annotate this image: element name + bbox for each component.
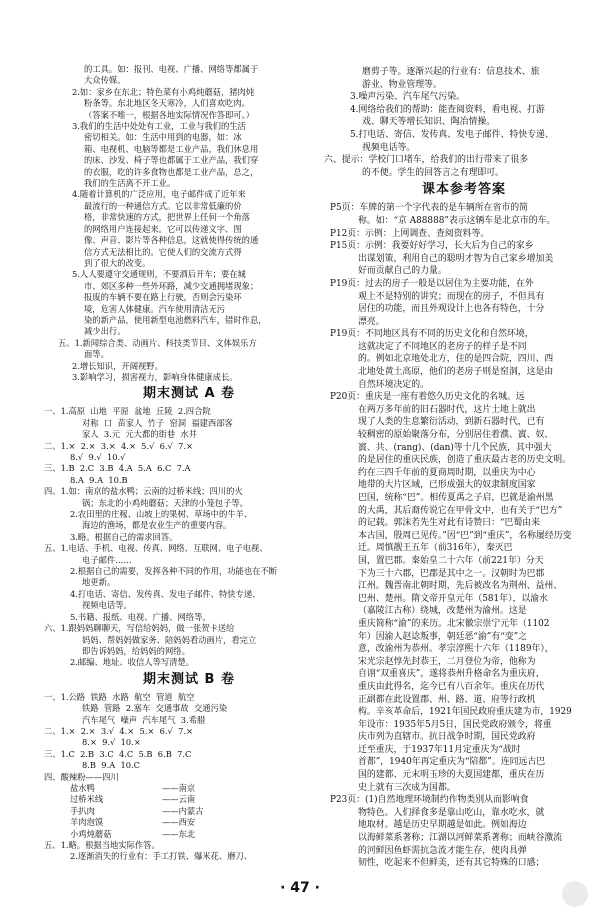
- answer-line: 北地处黄土高原，他们的老房子则是窑洞，这是由: [358, 367, 554, 378]
- answer-line: 4.网络给我们的帮助：能查阅资料，看电视、打游: [350, 104, 545, 115]
- answer-line: 2.邮编、地址、收信人等写清楚。: [70, 657, 195, 668]
- match-pair: [58, 783, 320, 794]
- answer-line: 以海鲜菜系著称；江湖以河鲜菜系著称；而峡谷激流: [358, 833, 563, 844]
- answer-line: 现了人类的生息繁衍活动，到新石器时代，已有: [358, 417, 545, 428]
- answer-line: 视频电话等。: [82, 600, 132, 611]
- answer-line: 的记载。郭沫若先生对此有诗赞曰：“巴蜀由来: [358, 518, 541, 529]
- answer-line: 年设市：1935年5月5日，国民党政府颁令，将重: [358, 719, 552, 730]
- answer-line: 海边的渔场，都是农业生产的重要内容。: [82, 520, 232, 531]
- answer-line: P20页：重庆是一座有着悠久历史文化的名城。远: [330, 392, 525, 403]
- answer-line: 粉条等。东北地区冬天寒冷，人们喜欢吃肉。: [84, 98, 250, 109]
- answer-line: 信方式无法相比的。它使人们的交流方式得: [84, 246, 242, 257]
- answer-line: 4.打电话、寄信、发传真、发电子邮件、特快专递、: [70, 588, 261, 599]
- answer-line: 3.略。根据自己的需求回答。: [70, 531, 178, 542]
- answer-line: 好而贡献自己的力量。: [358, 266, 447, 277]
- answer-line: 最流行的一种通信方式。它以非常低廉的价: [84, 200, 242, 211]
- answer-line: 大众传媒。: [84, 75, 126, 86]
- answer-line: 三、1.B 2.C 3.B 4.A 5.A 6.C 7.A: [44, 463, 191, 474]
- answer-line: 重庆由此得名，迄今已有八百余年。重庆在历代: [358, 681, 545, 692]
- answer-line: 8.× 9.√ 10.×: [82, 737, 141, 748]
- answer-line: （答案不唯一，根据各地实际情况作答即可。）: [84, 109, 255, 120]
- answer-line: P19页：过去的房子一般是以居住为主要功能，在外: [330, 278, 534, 289]
- answer-line: 五、1.电话、手机、电视、传真、网络、互联网、电子电视、: [44, 543, 268, 554]
- answer-line: 迁。周慎靓王五年（前316年），秦灭巴: [358, 543, 513, 554]
- answer-line: 自诩“双重喜庆”，遂将恭州升格命名为重庆府，: [358, 669, 545, 680]
- test-b-title: 期末测试 B 卷: [143, 671, 235, 687]
- answer-line: 锅；东北的小鸡炖蘑菇；天津的小笼包子等。: [82, 497, 248, 508]
- answer-line: 电子邮件……: [82, 554, 132, 565]
- answer-line: 像、声音、影片等各种信息，这就使得传统的通: [84, 235, 259, 246]
- answer-line: 居住的功能，而且外观设计上也各有特色，十分: [358, 304, 545, 315]
- answer-line: 意，改渝州为恭州。孝宗淳熙十六年（1189年），: [358, 644, 554, 655]
- answer-line: 出谋划策，利用自己的聪明才智为自己家乡增加美: [358, 253, 554, 264]
- answer-line: 地更新。: [82, 577, 116, 588]
- answer-line: 磨剪子等。逐渐兴起的行业有：信息技术、旅: [362, 67, 540, 77]
- answer-line: 即告诉妈妈，给妈妈的网络。: [82, 645, 190, 656]
- right-column: [324, 66, 590, 870]
- answer-line: 的网络用户连接起来。它可以传递文字、图: [84, 223, 242, 234]
- region-name: ——内蒙古: [162, 805, 204, 816]
- answer-line: 重庆简称“渝”的来历。北宋徽宗崇宁元年（1102: [358, 618, 550, 629]
- answer-line: P15页：示例：我要好好学习，长大后为自己的家乡: [330, 241, 534, 252]
- answer-line: 在两万多年前的旧石器时代，这片土地上就出: [358, 404, 536, 415]
- answer-line: 2.如：家乡在东北；特色菜有小鸡炖蘑菇，猪肉炖: [72, 86, 255, 97]
- answer-line: 的是居住的重庆民族，创造了重庆最古老的历史文明。: [358, 455, 571, 466]
- answer-line: 2.逐渐消失的行业有：手工打铁、爆米花、磨刀、: [70, 851, 253, 862]
- answer-line: 5.书籍、报纸、电视、广播、网络等。: [70, 611, 211, 622]
- answer-line: 史上就有三次成为国都。: [358, 782, 456, 793]
- answer-line: 较稠密的原始聚落分布，分别居住着濮、賨、奴、: [358, 430, 554, 441]
- textbook-answers-title: 课本参考答案: [421, 182, 506, 198]
- food-name: 羊肉泡馍: [70, 817, 104, 828]
- answer-line: 正副都在此设置郡、州、路、道、府等行政机: [358, 694, 536, 705]
- answer-line: 地取材。越是历史早期越是如此。例如海边: [358, 820, 527, 831]
- answer-line: 戏、聊天等增长知识、陶冶情操。: [362, 117, 496, 128]
- answer-line: 国，置巴郡。秦始皇二十六年（前221年）分天: [358, 555, 544, 566]
- food-name: 小鸡炖蘑菇: [70, 828, 112, 839]
- answer-line: 境，危害人体健康。汽车使用清洁无污: [84, 303, 226, 314]
- answer-line: 五、1.新闻综合类、动画片、科技类节目、文体娱乐方: [58, 337, 257, 348]
- region-name: ——云南: [162, 794, 196, 805]
- answer-line: 约在三四千年前的夏商周时期，以重庆为中心: [358, 467, 536, 478]
- answer-line: 观上不是特别的讲究；而现在的房子，不但具有: [358, 291, 545, 302]
- region-name: ——东北: [162, 828, 196, 839]
- answer-line: 四、1.如：南京的盐水鸭；云南的过桥米线；四川的火: [44, 486, 243, 497]
- answer-line: 5.打电话、寄信、发传真、发电子邮件、特快专递、: [350, 129, 554, 140]
- answer-line: 五、1.略。根据当地实际作答。: [44, 840, 160, 850]
- answer-line: 视频电话等。: [362, 142, 416, 153]
- answer-line: 减少出行。: [84, 326, 126, 337]
- answer-line: 六、1.跟妈妈聊聊天，写信给妈妈，做一张贺卡送给: [44, 623, 235, 634]
- answer-line: 报废的车辆不要在路上行驶，否则会污染环: [84, 292, 242, 303]
- answer-line: 賨、共、(rang)、(dan)等十几个民族，其中强大: [358, 442, 552, 453]
- answer-line: 二、1.× 2.× 3.√ 4.× 5.× 6.√ 7.×: [44, 725, 193, 736]
- food-name: 盐水鸭: [70, 782, 95, 793]
- answer-line: 巴国，统称“巴”。相传夏禹之子启，巴就是渝州黑: [358, 493, 554, 503]
- answer-line: 游业、物业管理等。: [362, 79, 442, 90]
- answer-line: 8.√ 9.√ 10.√: [70, 452, 126, 462]
- answer-line: 市、郊区多种一些外环路，减少交通拥堵现象；: [84, 280, 259, 291]
- answer-line: 庆市列为直辖市。抗日战争时期，国民党政府: [358, 732, 536, 743]
- test-a-title: 期末测试 A 卷: [142, 386, 236, 402]
- answer-line: 的床、沙发、椅子等也都属于工业产品，我们穿: [84, 155, 259, 166]
- answer-line: 妈妈、帮妈妈做家务、陪妈妈看动画片，看完立: [82, 634, 257, 645]
- answer-line: 面等。: [84, 349, 109, 360]
- answer-line: P19页：不同地区具有不同的历史文化和自然环境，: [330, 329, 534, 340]
- answer-line: 物特色。人们择食多是靠山吃山，靠水吃水，就: [358, 807, 545, 818]
- answer-line: 的不便。学生的回答言之有理即可。: [362, 167, 504, 178]
- answer-line: 下为三十六郡，巴郡是其中之一。汉朝时为巴郡: [358, 568, 545, 579]
- match-pair: [58, 817, 320, 828]
- answer-line: 迁至重庆，于1937年11月定重庆为“战时: [358, 744, 521, 755]
- answer-line: 地带的大片区域，已形成强大的奴隶制度国家: [358, 480, 536, 491]
- answer-line: P23页：(1)自然地理环境制约作物类别从而影响食: [330, 795, 529, 806]
- watermark-logo: [562, 881, 588, 907]
- region-name: ——南京: [162, 782, 196, 793]
- answer-line: 2.根据自己的需要，发挥各种不同的作用，功能也在不断: [70, 566, 278, 577]
- answer-line: 一、1.公路 铁路 水路 航空 管道 航空: [44, 691, 195, 702]
- answer-line: 8.B 9.A 10.C: [82, 760, 141, 771]
- answer-line: 年）因渝人赵谂叛事，朝廷恶“渝”有“变”之: [358, 631, 528, 642]
- answer-line: 的衣服，吃的许多食物也都是工业产品，总之，: [84, 166, 259, 177]
- answer-line: 8.A 9.A 10.B: [70, 474, 128, 485]
- answer-line: 格，非常快速的方式，把世界上任何一个角落: [84, 212, 250, 223]
- match-pair: [58, 806, 320, 817]
- answer-line: 3.我们的生活中处处有工业，工业与我们的生活: [72, 121, 246, 132]
- answer-line: 密切相关。如：生活中用到的电器，如：冰: [84, 132, 242, 143]
- answer-line: （嘉陵江古称）绕城，改楚州为渝州。这是: [358, 606, 527, 617]
- answer-line: 染的新产品，使用新型电池燃料汽车，错时作息，: [84, 314, 267, 325]
- answer-line: 的工具。如：报刊、电视、广播、网络等都属于: [84, 64, 259, 74]
- answer-line: 5.人人要遵守交通规则，不要酒后开车；要在城: [72, 269, 246, 280]
- food-name: 手扒肉: [70, 805, 95, 816]
- answer-line: 3.影响学习，损害视力，影响身体健康成长。: [72, 371, 238, 382]
- answer-line: 对称 口 苗家人 竹子 窑洞 福建西部客: [82, 417, 233, 428]
- answer-line: 铁路 管路 2.塞车 交通事故 交通污染: [82, 703, 228, 714]
- answer-line: 构。辛亥革命后，1921年国民政府重庆建为市，1929: [358, 707, 572, 718]
- answer-line: 3.噪声污染、汽车尾气污染。: [350, 92, 465, 103]
- answer-line: 自然环境决定的。: [358, 379, 429, 390]
- answer-line: 2.农田里的庄稼、山坡上的果树、草场中的牛羊、: [70, 509, 253, 520]
- answer-line: 箱、电视机、电脑等都是工业产品，我们休息用: [84, 143, 259, 154]
- page-number: · 47 ·: [280, 880, 320, 896]
- region-name: ——西安: [162, 817, 196, 828]
- answer-line: 国的建都、元末明玉珍的大夏国建都，重庆在历: [358, 770, 545, 781]
- answer-line: 三、1.C 2.B 3.C 4.C 5.B 6.B 7.C: [44, 748, 192, 759]
- match-pair: [58, 829, 320, 840]
- answer-line: 到了很大的改变。: [84, 257, 151, 268]
- match-header: 四、酸辣粉——四川: [44, 771, 119, 782]
- answer-line: 江州。魏晋南北朝时期，先后被改名为荆州、益州、: [358, 581, 563, 592]
- answer-line: 韧性，吃起来不但鲜美，还有其它特殊的口感；: [358, 858, 545, 869]
- answer-line: 我们的生活离不开工业。: [84, 178, 176, 189]
- answer-line: 首都”，1940年再定重庆为“陪都”。连同远古巴: [358, 757, 546, 768]
- answer-line: 的。例如北京地处北方，住的是四合院，四川、西: [358, 354, 554, 365]
- food-name: 过桥米线: [70, 794, 104, 805]
- answer-line: 家人 3.元 元大都的街巷 水井: [82, 429, 198, 440]
- answer-line: 六、提示：学校门口堵车，给我们的出行带来了很多: [324, 155, 529, 166]
- answer-line: 宋光宗赵惇先封恭王，二月登位为帝，他称为: [358, 656, 536, 667]
- answer-line: 二、1.× 2.× 3.× 4.× 5.√ 6.√ 7.×: [44, 440, 193, 451]
- answer-line: 称。如：“京 A88888”表示这辆车是北京市的车。: [358, 215, 556, 226]
- answer-line: 一、1.高原 山地 平原 盆地 丘陵 2.四合院: [44, 406, 211, 417]
- answer-line: 本古国，殷周已见传。”因“巴”到“重庆”，名称屡经历变: [358, 530, 572, 541]
- answer-line: 漂亮。: [358, 316, 385, 327]
- left-column: [44, 64, 320, 863]
- answer-line: 的河鲜因鱼虾需抗急流才能生存，使肉具弹: [358, 845, 527, 856]
- answer-line: 巴州、楚州。隋文帝开皇元年（581年），以渝水: [358, 593, 548, 604]
- answer-line: 汽车尾气 噪声 汽车尾气 3.希腊: [82, 714, 206, 725]
- answer-line: P5页：车牌的第一个字代表的是车辆所在省市的简: [330, 203, 528, 214]
- answer-line: 的大禹，其后裔传说它在甲骨文中，也有关于“巴方”: [358, 505, 563, 516]
- answer-line: P12页：示例：上网调查、查阅资料等。: [330, 228, 490, 239]
- answer-line: 2.增长知识，开阔视野。: [72, 360, 163, 371]
- answer-line: 4.随着计算机的广泛应用，电子邮件成了近年来: [72, 189, 246, 200]
- answer-line: 这就决定了不同地区的老房子的样子是不同: [358, 341, 527, 352]
- match-pair: [58, 794, 320, 805]
